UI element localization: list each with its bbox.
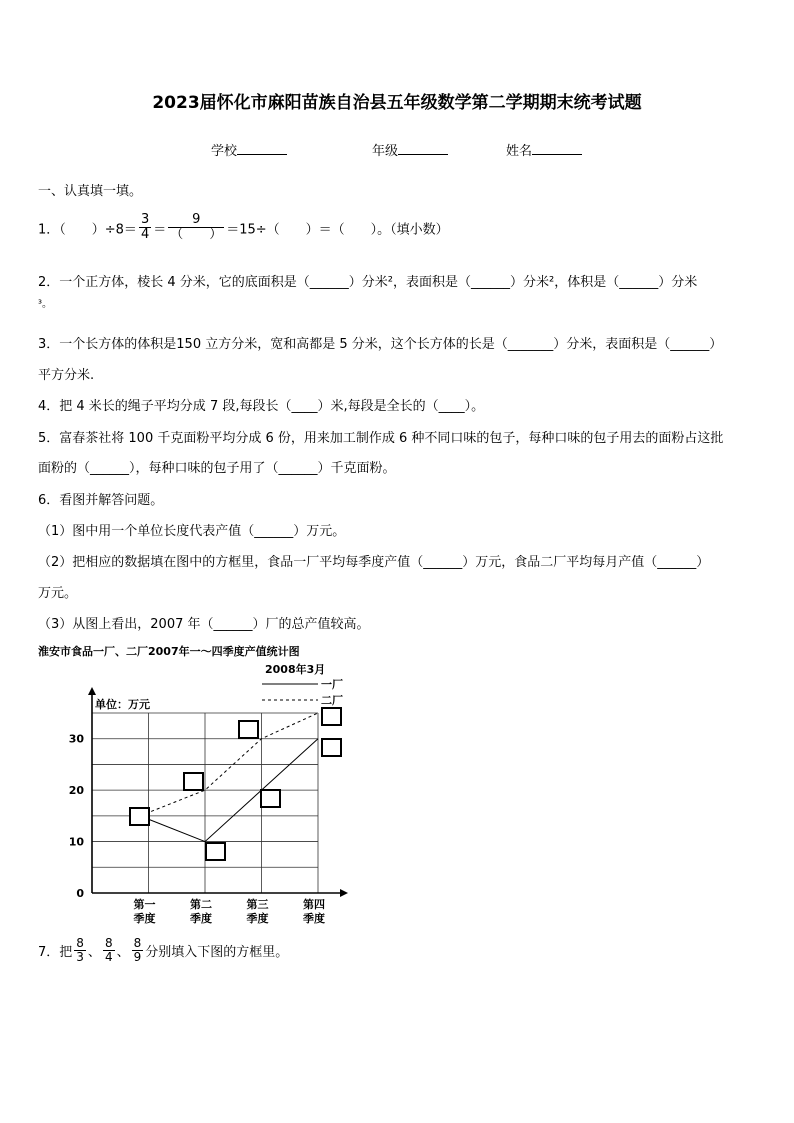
name-label: 姓名: [506, 144, 533, 159]
q7-fraction-8-4: $\frac{8}{4}$: [104, 936, 113, 965]
y-tick-label: 0: [76, 887, 84, 900]
question-6-part-1: （1）图中用一个单位长度代表产值（______）万元。: [38, 524, 346, 539]
answer-box[interactable]: [322, 708, 341, 725]
chart-legend: [262, 678, 343, 707]
chart-unit-label: 单位：万元: [95, 698, 150, 711]
question-5-line-2: 面粉的（______），每种口味的包子用了（______）千克面粉。: [38, 461, 396, 476]
grade-field: [372, 140, 448, 159]
chart-x-categories: [134, 897, 326, 925]
page-title: 2023届怀化市麻阳苗族自治县五年级数学第二学期期末统考试题: [152, 93, 642, 113]
question-6-part-3: （3）从图上看出，2007 年（______）厂的总产值较高。: [38, 617, 370, 632]
y-tick-label: 10: [68, 835, 84, 849]
question-6-part-2-line-1: （2）把相应的数据填在图中的方框里，食品一厂平均每季度产值（______）万元，食品二厂平均每月产值（______）: [38, 555, 710, 570]
chart-subtitle: 2008年3月: [265, 663, 326, 676]
y-tick-label: 30: [68, 732, 84, 746]
q1-text-start: 1．（ ）÷8＝: [38, 222, 137, 238]
grade-label: 年级: [372, 144, 399, 159]
x-category-label: 第一: [133, 898, 156, 911]
answer-box[interactable]: [184, 773, 203, 790]
q7-fraction-8-3: $\frac{8}{3}$: [76, 936, 84, 965]
q7-text-start: 7．把: [38, 945, 73, 961]
q1-equals: ＝: [153, 222, 167, 238]
x-category-label: 第三: [246, 898, 269, 911]
section-1-heading: 一、认真填一填。: [38, 184, 143, 199]
q1-text-end: ＝15÷（ ）＝（ ）。（填小数）: [226, 222, 449, 238]
legend-label: 二厂: [321, 694, 343, 707]
question-2-line-2: ³。: [38, 299, 53, 310]
question-4: 4．把 4 米长的绳子平均分成 7 段,每段长（____）米,每段是全长的（____）。: [38, 399, 485, 414]
question-2-line-1: 2．一个正方体，棱长 4 分米，它的底面积是（______）分米²，表面积是（______）分米²，体积是（______）分米: [38, 275, 698, 290]
question-7: 7．把 $\frac{8}{3}$ 、 $\frac{8}{4}$ 、 $\frac{8}{9}$ 分别填入下图的方框里。: [38, 936, 289, 965]
q7-text-end: 分别填入下图的方框里。: [145, 945, 289, 961]
chart-title: 淮安市食品一厂、二厂2007年一～四季度产值统计图: [38, 645, 300, 658]
answer-box[interactable]: [322, 739, 341, 756]
question-3-line-2: 平方分米.: [38, 368, 95, 383]
x-category-label: 季度: [133, 912, 156, 925]
chart-answer-boxes: [130, 708, 341, 860]
answer-box[interactable]: [130, 808, 149, 825]
q1-fraction-2: $\frac{9}{( )}$: [170, 212, 223, 243]
chart-grid: [92, 713, 318, 893]
legend-label: 一厂: [321, 678, 343, 691]
answer-box[interactable]: [261, 790, 280, 807]
y-tick-label: 20: [68, 784, 84, 798]
x-category-label: 季度: [303, 912, 325, 925]
chart-y-ticks: [69, 733, 85, 900]
school-label: 学校: [211, 144, 238, 159]
x-axis-arrow: [340, 889, 348, 897]
question-3-line-1: 3．一个长方体的体积是150 立方分米，宽和高都是 5 分米，这个长方体的长是（_______）分米，表面积是（______）: [38, 337, 723, 352]
chart-series: [140, 713, 318, 842]
q1-fraction-1: $\frac{3}{4}$: [140, 212, 150, 243]
question-1: [38, 213, 449, 243]
x-category-label: 第四: [303, 898, 325, 911]
school-field: [211, 140, 287, 159]
answer-box[interactable]: [206, 843, 225, 860]
chart-axes: [88, 687, 348, 897]
question-6-part-2-line-2: 万元。: [38, 586, 78, 601]
question-5-line-1: 5．富春茶社将 100 千克面粉平均分成 6 份，用来加工制作成 6 种不同口味的包子，每种口味的包子用去的面粉占这批: [38, 431, 724, 446]
y-axis-arrow: [88, 687, 96, 695]
answer-box[interactable]: [239, 721, 258, 738]
x-category-label: 季度: [246, 912, 269, 925]
name-field: [506, 140, 582, 159]
question-6-stem: 6．看图并解答问题。: [38, 493, 164, 508]
production-line-chart: [30, 640, 400, 930]
q7-fraction-8-9: $\frac{8}{9}$: [133, 936, 142, 965]
x-category-label: 季度: [190, 912, 212, 925]
x-category-label: 第二: [190, 898, 212, 911]
